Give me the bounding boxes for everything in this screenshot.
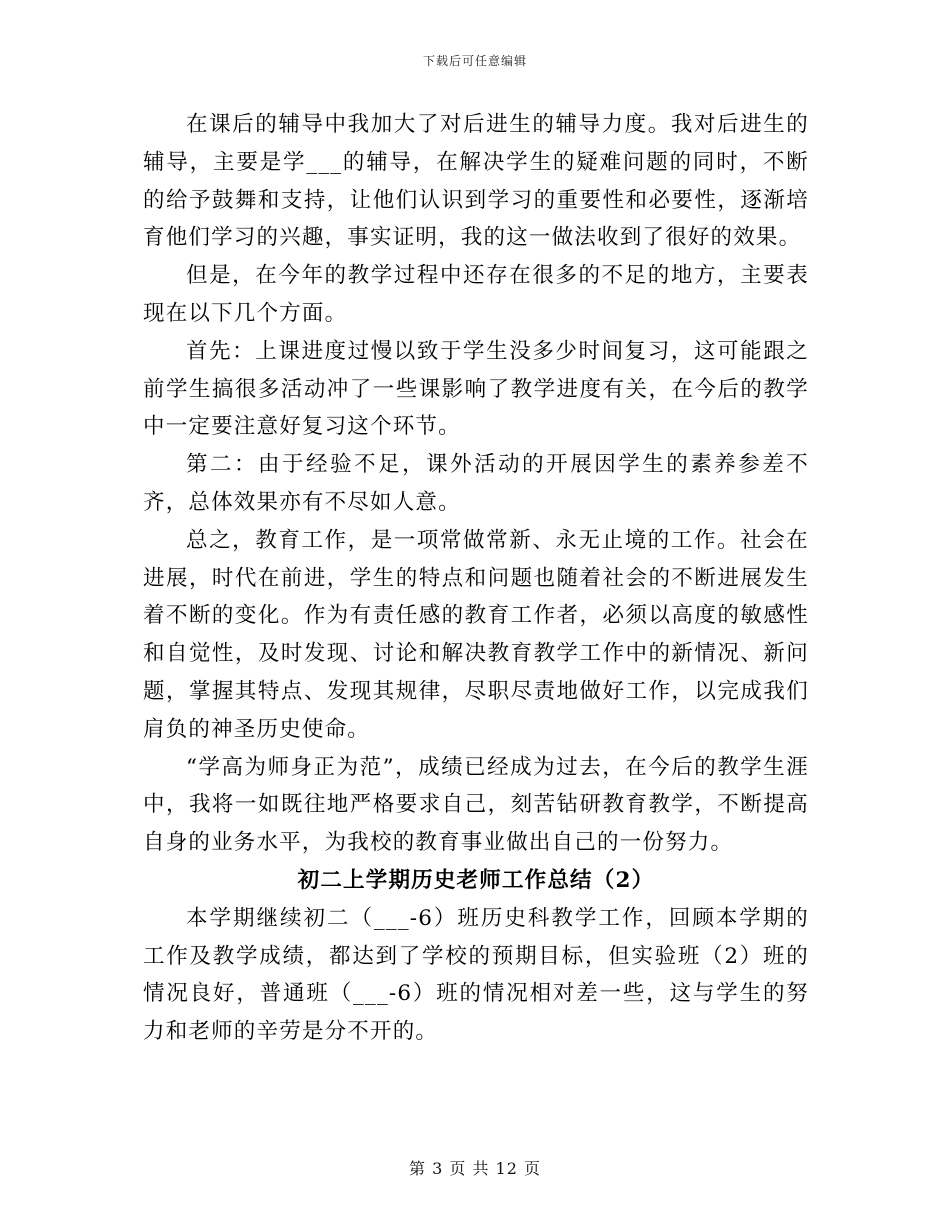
page-number-footer: 第 3 页 共 12 页 [409, 1159, 541, 1178]
paragraph-shortcomings-intro: 但是，在今年的教学过程中还存在很多的不足的地方，主要表现在以下几个方面。 [143, 263, 809, 326]
paragraph-tutoring: 在课后的辅导中我加大了对后进生的辅导力度。我对后进生的辅导，主要是学___的辅导，在解决学生的疑难问题的同时，不断的给予鼓舞和支持，让他们认识到学习的重要性和必要性，逐渐培育他们学习的兴趣，事实证明，我的这一做法收到了很好的效果。 [143, 112, 809, 251]
paragraph-semester-review: 本学期继续初二（___-6）班历史科教学工作，回顾本学期的工作及教学成绩，都达到了学校的预期目标，但实验班（2）班的情况良好，普通班（___-6）班的情况相对差一些，这与学生的努力和老师的辛劳是分不开的。 [143, 905, 809, 1045]
page-header-note: 下载后可任意编辑 [422, 54, 527, 68]
paragraph-summary: 总之，教育工作，是一项常做常新、永无止境的工作。社会在进展，时代在前进，学生的特点和问题也随着社会的不断进展发生着不断的变化。作为有责任感的教育工作者，必须以高度的敏感性和自觉性，及时发现、讨论和解决教育教学工作中的新情况、新问题，掌握其特点、发现其规律，尽职尽责地做好工作，以完成我们肩负的神圣历史使命。 [143, 527, 809, 742]
paragraph-first-point: 首先：上课进度过慢以致于学生没多少时间复习，这可能跟之前学生搞很多活动冲了一些课影响了教学进度有关，在今后的教学中一定要注意好复习这个环节。 [143, 338, 809, 440]
document-body [143, 106, 809, 1051]
section-title: 初二上学期历史老师工作总结（2） [297, 867, 655, 893]
paragraph-second-point: 第二：由于经验不足，课外活动的开展因学生的素养参差不齐，总体效果亦有不尽如人意。 [143, 452, 809, 515]
paragraph-conclusion: “学高为师身正为范”，成绩已经成为过去，在今后的教学生涯中，我将一如既往地严格要求自己，刻苦钻研教育教学，不断提高自身的业务水平，为我校的教育事业做出自己的一份努力。 [143, 754, 809, 856]
